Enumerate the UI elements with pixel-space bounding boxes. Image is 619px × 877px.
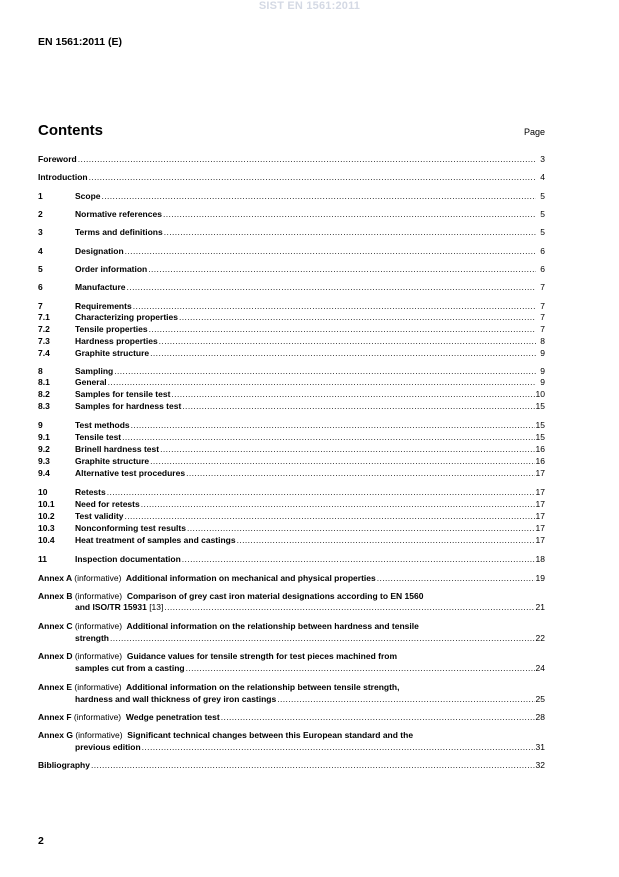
- dot-leader: [122, 432, 534, 443]
- toc-entry-page: 19: [535, 573, 545, 583]
- annex-type: (informative): [74, 651, 123, 661]
- toc-entry-title: Order information: [75, 264, 148, 274]
- dot-leader: [91, 760, 535, 771]
- toc-entry-annex-f[interactable]: [38, 712, 545, 723]
- watermark: SIST EN 1561:2011: [258, 0, 361, 12]
- page-number: 2: [38, 835, 44, 847]
- dot-leader: [127, 282, 536, 293]
- toc-entry-number: 10.4: [38, 535, 55, 545]
- annex-label: Annex F: [38, 712, 72, 722]
- toc-entry-title: Alternative test procedures: [75, 468, 186, 478]
- toc-entry-title: Requirements: [75, 301, 132, 311]
- toc-entry-annex-c-line1[interactable]: [38, 621, 545, 632]
- toc-entry-page: 10: [535, 389, 545, 399]
- dot-leader: [142, 742, 535, 753]
- toc-entry-page: 17: [535, 487, 545, 497]
- toc-entry-number: 10.3: [38, 523, 55, 533]
- annex-title: Wedge penetration test: [125, 712, 220, 722]
- toc-entry-number: 8: [38, 366, 43, 376]
- annex-type: (informative): [74, 682, 122, 692]
- toc-entry-title: Test methods: [75, 420, 130, 430]
- toc-entry-number: 8.3: [38, 401, 50, 411]
- toc-entry-page: 18: [535, 554, 545, 564]
- toc-entry-page: 31: [535, 742, 545, 752]
- toc-entry-title: Samples for hardness test: [75, 401, 182, 411]
- annex-title-cont: and ISO/TR 15931: [75, 602, 147, 612]
- toc-entry-clause-7[interactable]: [38, 301, 545, 312]
- annex-title: Additional information on the relationship between hardness and tensile: [126, 621, 419, 631]
- toc-entry-title: Tensile test: [75, 432, 122, 442]
- toc-entry-annex-e-line1[interactable]: [38, 682, 545, 693]
- annex-label: Annex E: [38, 682, 73, 692]
- toc-entry-annex-b-line1[interactable]: [38, 591, 545, 602]
- toc-entry-clause-10-1[interactable]: [38, 499, 545, 510]
- toc-entry-bibliography[interactable]: [38, 760, 545, 771]
- dot-leader: [102, 191, 536, 202]
- annex-title: Comparison of grey cast iron material designations according to EN 1560: [126, 591, 424, 601]
- toc-entry-page: 24: [535, 663, 545, 673]
- toc-entry-title: Terms and definitions: [75, 227, 163, 237]
- toc-entry-clause-7-2[interactable]: [38, 324, 545, 335]
- dot-leader: [164, 602, 534, 613]
- dot-leader: [125, 246, 536, 257]
- toc-entry-page: 8: [540, 336, 545, 346]
- toc-entry-clause-8[interactable]: [38, 366, 545, 377]
- dot-leader: [149, 324, 536, 335]
- dot-leader: [150, 456, 534, 467]
- dot-leader: [159, 336, 536, 347]
- annex-type: (informative): [74, 591, 123, 601]
- toc-entry-title: Sampling: [75, 366, 114, 376]
- toc-entry-clause-7-4[interactable]: [38, 348, 545, 359]
- toc-entry-page: 17: [535, 468, 545, 478]
- annex-title: Additional information on the relationship between tensile strength,: [126, 682, 400, 692]
- toc-entry-introduction[interactable]: [38, 172, 545, 183]
- toc-entry-title: Tensile properties: [75, 324, 148, 334]
- toc-entry-title: Samples for tensile test: [75, 389, 171, 399]
- toc-entry-page: 5: [540, 227, 545, 237]
- annex-label: Annex D: [38, 651, 73, 661]
- toc-entry-clause-10-4[interactable]: [38, 535, 545, 546]
- dot-leader: [89, 172, 536, 183]
- toc-entry-page: 15: [535, 401, 545, 411]
- toc-entry-page: 17: [535, 511, 545, 521]
- annex-label: Annex G: [38, 730, 73, 740]
- toc-entry-clause-2[interactable]: [38, 209, 545, 220]
- toc-entry-page: 7: [540, 312, 545, 322]
- toc-entry-number: 1: [38, 191, 43, 201]
- dot-leader: [148, 264, 536, 275]
- dot-leader: [164, 227, 536, 238]
- toc-entry-title: Nonconforming test results: [75, 523, 186, 533]
- toc-entry-number: 4: [38, 246, 43, 256]
- dot-leader: [182, 554, 535, 565]
- toc-entry-page: 32: [535, 760, 545, 770]
- toc-entry-page: 5: [540, 209, 545, 219]
- toc-entry-clause-8-2[interactable]: [38, 389, 545, 400]
- toc-entry-title: General: [75, 377, 107, 387]
- annex-label: Annex C: [38, 621, 73, 631]
- dot-leader: [277, 694, 534, 705]
- toc-entry-title: Graphite structure: [75, 348, 150, 358]
- toc-entry-clause-9-3[interactable]: [38, 456, 545, 467]
- toc-entry-title: Bibliography: [38, 760, 90, 770]
- toc-entry-title: Scope: [75, 191, 101, 201]
- toc-entry-number: 11: [38, 554, 47, 564]
- dot-leader: [377, 573, 535, 584]
- toc-entry-annex-e[interactable]: [38, 694, 545, 705]
- toc-entry-page: 21: [535, 602, 545, 612]
- dot-leader: [187, 523, 535, 534]
- dot-leader: [141, 499, 535, 510]
- toc-entry-number: 10.2: [38, 511, 55, 521]
- toc-entry-page: 15: [535, 420, 545, 430]
- toc-entry-page: 16: [535, 444, 545, 454]
- document-id: EN 1561:2011 (E): [38, 36, 123, 48]
- annex-title-cont: hardness and wall thickness of grey iron castings: [75, 694, 277, 704]
- dot-leader: [131, 420, 535, 431]
- toc-entry-number: 7.2: [38, 324, 50, 334]
- toc-entry-number: 7.1: [38, 312, 50, 322]
- dot-leader: [179, 312, 536, 323]
- toc-entry-title: Graphite structure: [75, 456, 150, 466]
- contents-header: [38, 122, 545, 142]
- toc-entry-page: 5: [540, 191, 545, 201]
- toc-entry-number: 3: [38, 227, 43, 237]
- toc-entry-page: 25: [535, 694, 545, 704]
- toc-entry-number: 9.2: [38, 444, 50, 454]
- toc-entry-page: 22: [535, 633, 545, 643]
- toc-entry-clause-7-3[interactable]: [38, 336, 545, 347]
- toc-entry-title: [38, 573, 376, 584]
- dot-leader: [182, 401, 534, 412]
- annex-reference: [13]: [149, 602, 164, 612]
- toc-entry-page: 4: [540, 172, 545, 182]
- annex-type: (informative): [75, 730, 123, 740]
- toc-entry-clause-1[interactable]: [38, 191, 545, 202]
- dot-leader: [150, 348, 536, 359]
- toc-entry-title: Test validity: [75, 511, 124, 521]
- toc-entry-page: 7: [540, 282, 545, 292]
- toc-entry-number: 7.4: [38, 348, 50, 358]
- annex-title: Guidance values for tensile strength for test pieces machined from: [126, 651, 398, 661]
- toc-entry-page: 6: [540, 246, 545, 256]
- toc-entry-clause-9-2[interactable]: [38, 444, 545, 455]
- toc-entry-clause-9-4[interactable]: [38, 468, 545, 479]
- toc-entry-page: 17: [535, 535, 545, 545]
- toc-entry-number: 9.3: [38, 456, 50, 466]
- dot-leader: [78, 154, 536, 165]
- toc-entry-title: Characterizing properties: [75, 312, 178, 322]
- dot-leader: [108, 377, 536, 388]
- annex-title-cont: previous edition: [75, 742, 141, 752]
- toc-entry-clause-10-3[interactable]: [38, 523, 545, 534]
- toc-entry-title: Need for retests: [75, 499, 140, 509]
- dot-leader: [110, 633, 535, 644]
- annex-title: Additional information on mechanical and physical properties: [125, 573, 376, 583]
- toc-entry-clause-5[interactable]: [38, 264, 545, 275]
- toc-entry-number: 5: [38, 264, 43, 274]
- toc-entry-number: 9.1: [38, 432, 50, 442]
- dot-leader: [186, 468, 534, 479]
- annex-label: Annex B: [38, 591, 73, 601]
- toc-entry-page: 7: [540, 301, 545, 311]
- toc-entry-number: 2: [38, 209, 43, 219]
- toc-entry-clause-10-2[interactable]: [38, 511, 545, 522]
- toc-entry-number: 10: [38, 487, 48, 497]
- toc-entry-annex-g-line1[interactable]: [38, 730, 545, 741]
- toc-entry-clause-8-1[interactable]: [38, 377, 545, 388]
- contents-title: Contents: [38, 122, 103, 139]
- annex-title-cont: strength: [75, 633, 109, 643]
- toc-entry-clause-9-1[interactable]: [38, 432, 545, 443]
- toc-entry-title: Retests: [75, 487, 106, 497]
- annex-type: (informative): [73, 712, 122, 722]
- dot-leader: [186, 663, 535, 674]
- toc-entry-page: 16: [535, 456, 545, 466]
- annex-label: Annex A: [38, 573, 72, 583]
- toc-entry-title: Normative references: [75, 209, 162, 219]
- toc-entry-annex-d-line1[interactable]: [38, 651, 545, 662]
- annex-type: (informative): [74, 573, 122, 583]
- toc-entry-clause-4[interactable]: [38, 246, 545, 257]
- toc-entry-title: Hardness properties: [75, 336, 158, 346]
- page-column-label: Page: [523, 127, 545, 137]
- dot-leader: [107, 487, 535, 498]
- toc-entry-number: 10.1: [38, 499, 55, 509]
- toc-entry-page: 9: [540, 377, 545, 387]
- toc-entry-title: [38, 602, 163, 613]
- dot-leader: [125, 511, 535, 522]
- annex-title: Significant technical changes between this European standard and the: [127, 730, 414, 740]
- toc-entry-page: 9: [540, 348, 545, 358]
- toc-entry-foreword[interactable]: [38, 154, 545, 165]
- toc-entry-number: 8.1: [38, 377, 50, 387]
- toc-entry-annex-d[interactable]: [38, 663, 545, 674]
- toc-entry-number: 6: [38, 282, 43, 292]
- toc-entry-annex-b[interactable]: [38, 602, 545, 613]
- toc-entry-number: 9: [38, 420, 43, 430]
- toc-entry-clause-9[interactable]: [38, 420, 545, 431]
- toc-entry-page: 7: [540, 324, 545, 334]
- toc-entry-number: 9.4: [38, 468, 50, 478]
- toc-entry-number: 7: [38, 301, 43, 311]
- dot-leader: [237, 535, 535, 546]
- toc-entry-number: 7.3: [38, 336, 50, 346]
- dot-leader: [163, 209, 536, 220]
- toc-entry-page: 17: [535, 523, 545, 533]
- toc-entry-title: Brinell hardness test: [75, 444, 160, 454]
- toc-entry-page: 9: [540, 366, 545, 376]
- toc-entry-page: 15: [535, 432, 545, 442]
- dot-leader: [160, 444, 534, 455]
- toc-entry-page: 6: [540, 264, 545, 274]
- toc-entry-clause-3[interactable]: [38, 227, 545, 238]
- toc-entry-title: [38, 712, 220, 723]
- dot-leader: [221, 712, 535, 723]
- dot-leader: [171, 389, 534, 400]
- toc-entry-clause-7-1[interactable]: [38, 312, 545, 323]
- toc-entry-page: 28: [535, 712, 545, 722]
- toc-entry-title: Designation: [75, 246, 124, 256]
- toc-entry-title: Manufacture: [75, 282, 126, 292]
- toc-entry-clause-11[interactable]: [38, 554, 545, 565]
- dot-leader: [114, 366, 536, 377]
- toc-entry-title: Inspection documentation: [75, 554, 181, 564]
- toc-entry-title: Foreword: [38, 154, 77, 164]
- toc-entry-annex-a[interactable]: [38, 573, 545, 584]
- toc-entry-page: 17: [535, 499, 545, 509]
- dot-leader: [133, 301, 536, 312]
- annex-type: (informative): [74, 621, 123, 631]
- toc-entry-annex-c[interactable]: [38, 633, 545, 644]
- toc-entry-title: Heat treatment of samples and castings: [75, 535, 236, 545]
- toc-entry-page: 3: [540, 154, 545, 164]
- toc-entry-title: Introduction: [38, 172, 88, 182]
- toc-entry-clause-10[interactable]: [38, 487, 545, 498]
- toc-entry-clause-6[interactable]: [38, 282, 545, 293]
- toc-entry-number: 8.2: [38, 389, 50, 399]
- toc-entry-clause-8-3[interactable]: [38, 401, 545, 412]
- annex-title-cont: samples cut from a casting: [75, 663, 185, 673]
- toc-entry-annex-g[interactable]: [38, 742, 545, 753]
